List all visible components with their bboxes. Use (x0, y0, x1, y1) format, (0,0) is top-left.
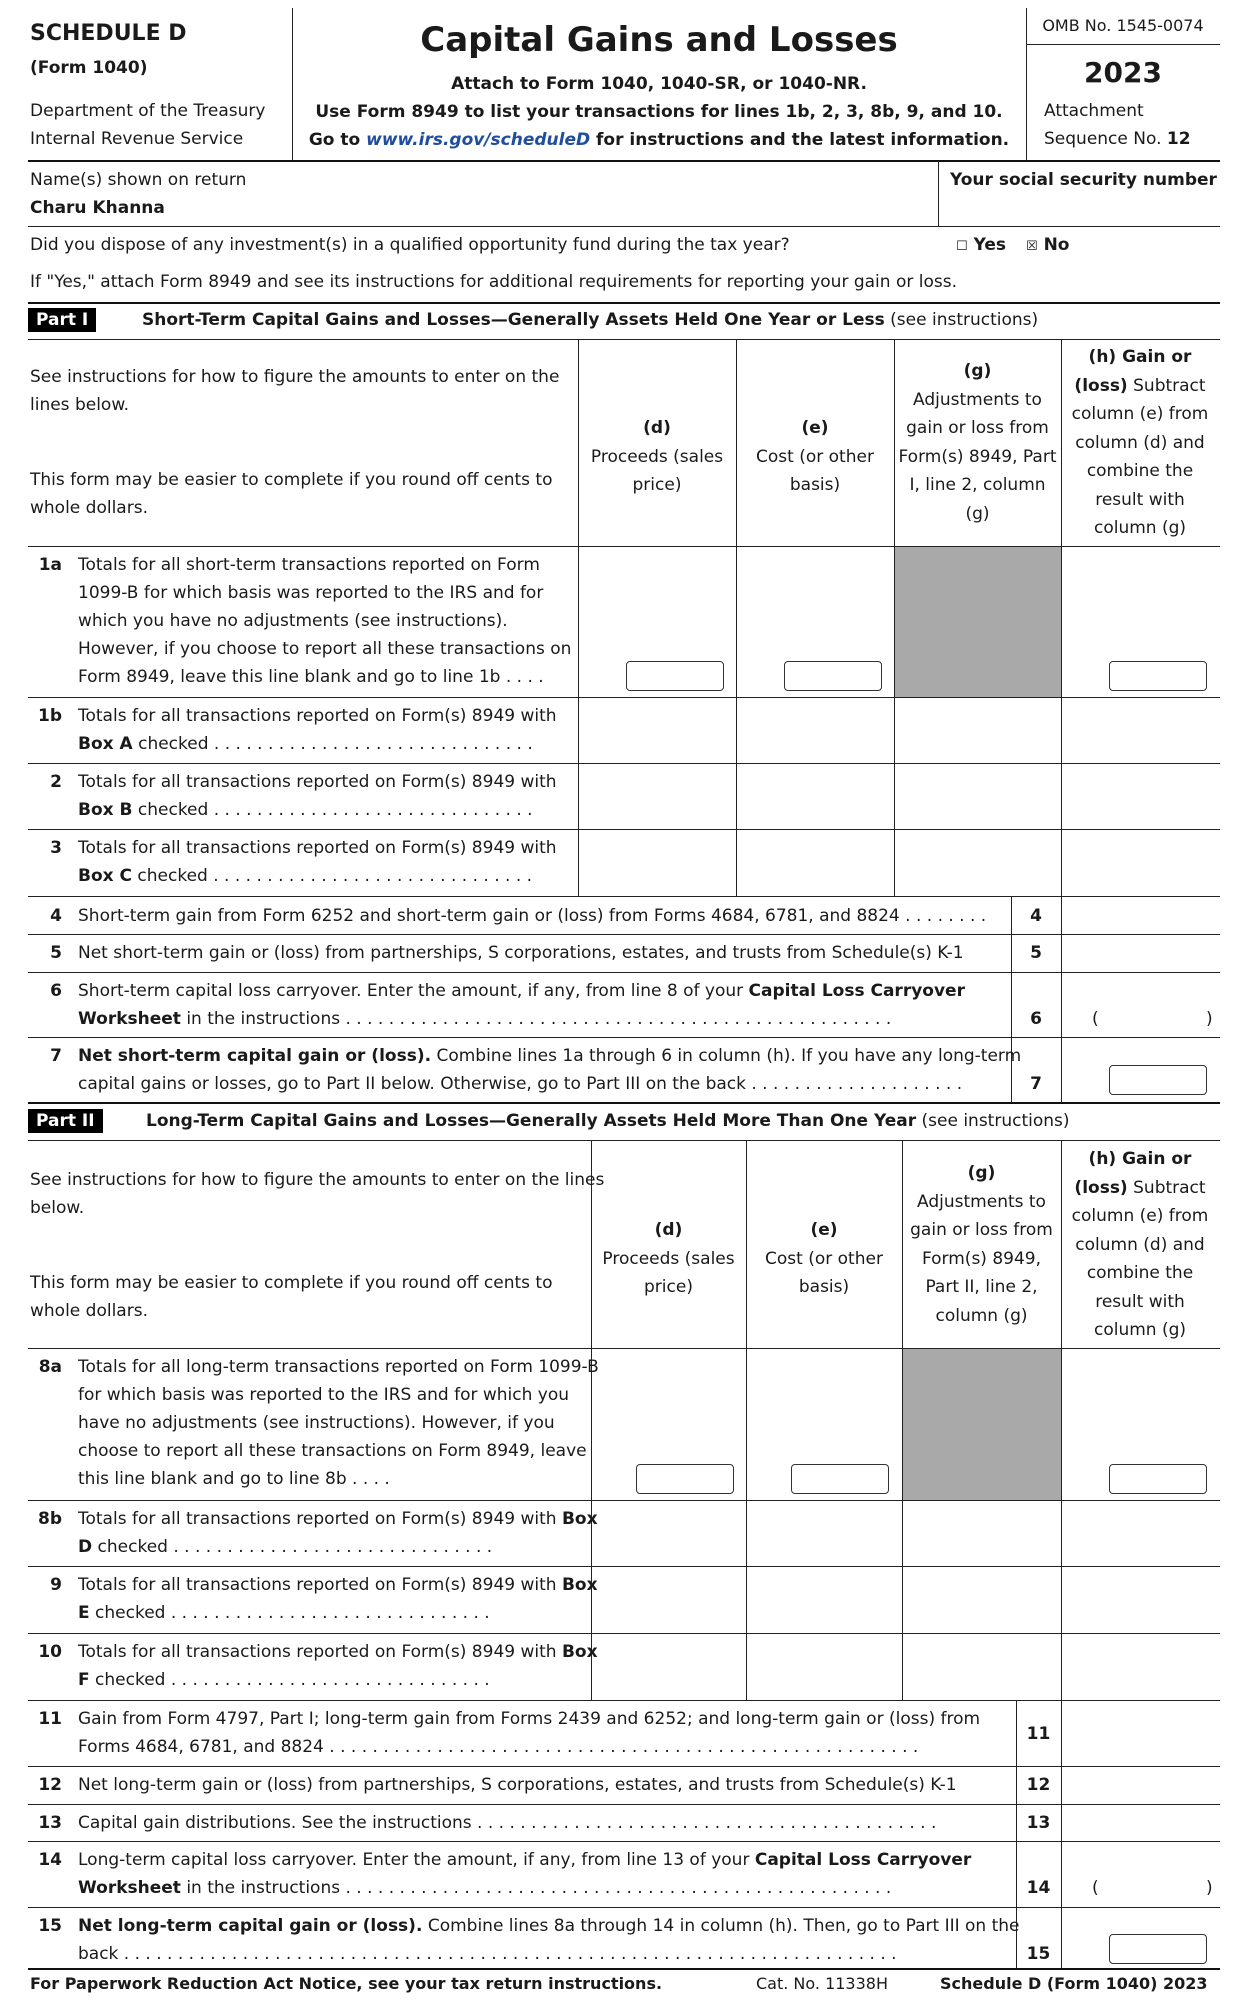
qof-no-option[interactable]: ☒ No (1026, 235, 1070, 255)
line-2-number: 2 (50, 772, 62, 792)
part1-intro-2: This form may be easier to complete if you round off cents to whole dollars. (30, 470, 553, 518)
name-label: Name(s) shown on return (30, 170, 247, 190)
line-6-text: Short-term capital loss carryover. Enter the amount, if any, from line 8 of your Capital Loss Carryover Worksheet in the instructions . . . . . . . . . . . . . . . . . . . . . . . . . . . . . . . . . . . . . . . . . . . . . . . . . . . (78, 981, 965, 1029)
footer-form-id: Schedule D (Form 1040) 2023 (940, 1974, 1208, 1993)
line-6-number: 6 (50, 981, 62, 1001)
part1-col-h-header: (h) Gain or (loss) Subtract column (e) from column (d) and combine the result with column (g) (1071, 347, 1209, 538)
line-1a-col-h-input[interactable] (1109, 661, 1207, 691)
part2-title: Long-Term Capital Gains and Losses—Generally Assets Held More Than One Year (see instructions) (146, 1111, 1070, 1131)
line-1a-number: 1a (38, 555, 62, 575)
form-title: Capital Gains and Losses (420, 20, 898, 60)
line-8a-col-g-shaded (903, 1349, 1061, 1500)
line-8b-text: Totals for all transactions reported on Form(s) 8949 with Box D checked . . . . . . . . . . . . . . . . . . . . . . . . . . . . . . (78, 1509, 598, 1557)
line-9-text: Totals for all transactions reported on Form(s) 8949 with Box E checked . . . . . . . . . . . . . . . . . . . . . . . . . . . . . . (78, 1575, 598, 1623)
tax-year: 2023 (1084, 56, 1162, 89)
line-1a-col-g-shaded (895, 547, 1061, 697)
line-7-col-h-input[interactable] (1109, 1065, 1207, 1095)
line-4-number: 4 (50, 906, 62, 926)
line-8b-number: 8b (38, 1509, 62, 1529)
taxpayer-name[interactable]: Charu Khanna (30, 198, 165, 218)
website-instruction: Go to www.irs.gov/scheduleD for instructions and the latest information. (308, 130, 1010, 150)
omb-number: OMB No. 1545-0074 (1042, 16, 1204, 35)
line-7-text: Net short-term capital gain or (loss). Combine lines 1a through 6 in column (h). If you have any long-term capital gains or losses, go to Part II below. Otherwise, go to Part III on the back . . . . . . . . . . . . . . . . . . . . (78, 1046, 1022, 1094)
part2-intro-1: See instructions for how to figure the amounts to enter on the lines below. (30, 1170, 605, 1218)
line-8a-col-e-input[interactable] (791, 1464, 889, 1494)
line-10-number: 10 (38, 1642, 62, 1662)
paperwork-notice: For Paperwork Reduction Act Notice, see your tax return instructions. (30, 1974, 663, 1993)
line-5-box-label: 5 (1030, 943, 1042, 963)
part1-intro-1: See instructions for how to figure the amounts to enter on the lines below. (30, 367, 560, 415)
part2-col-e-header: (e) Cost (or other basis) (765, 1220, 883, 1297)
line-14-number: 14 (38, 1850, 62, 1870)
line-14-paren-open: ( (1092, 1878, 1099, 1898)
line-12-text: Net long-term gain or (loss) from partnerships, S corporations, estates, and trusts from Schedule(s) K-1 (78, 1775, 957, 1795)
ssn-label: Your social security number (950, 170, 1217, 190)
line-3-number: 3 (50, 838, 62, 858)
line-7-box-label: 7 (1030, 1074, 1042, 1094)
part1-col-g-header: (g) Adjustments to gain or loss from Form(s) 8949, Part I, line 2, column (g) (898, 361, 1057, 524)
line-1b-text: Totals for all transactions reported on Form(s) 8949 with Box A checked . . . . . . . . . . . . . . . . . . . . . . . . . . . . . . (78, 706, 557, 754)
line-13-box-label: 13 (1026, 1813, 1051, 1833)
part2-col-d-header: (d) Proceeds (sales price) (602, 1220, 735, 1297)
attach-instruction: Attach to Form 1040, 1040-SR, or 1040-NR. (451, 74, 867, 94)
form-8949-instruction: Use Form 8949 to list your transactions for lines 1b, 2, 3, 8b, 9, and 10. (315, 102, 1003, 122)
line-3-text: Totals for all transactions reported on Form(s) 8949 with Box C checked . . . . . . . . . . . . . . . . . . . . . . . . . . . . . . (78, 838, 557, 886)
line-12-number: 12 (38, 1775, 62, 1795)
line-2-text: Totals for all transactions reported on Form(s) 8949 with Box B checked . . . . . . . . . . . . . . . . . . . . . . . . . . . . . . (78, 772, 557, 820)
line-10-text: Totals for all transactions reported on Form(s) 8949 with Box F checked . . . . . . . . . . . . . . . . . . . . . . . . . . . . . . (78, 1642, 598, 1690)
line-15-number: 15 (38, 1916, 62, 1936)
line-8a-text: Totals for all long-term transactions reported on Form 1099-B for which basis was reported to the IRS and for which you have no adjustments (see instructions). However, if you choose to report all these transactions on Form 8949, leave this line blank and go to line 8b . . . . (78, 1357, 599, 1489)
part1-label: Part I (28, 308, 96, 332)
line-15-col-h-input[interactable] (1109, 1934, 1207, 1964)
irs-schedule-d-link[interactable]: www.irs.gov/scheduleD (366, 130, 591, 150)
line-1b-number: 1b (38, 706, 62, 726)
form-number: (Form 1040) (30, 58, 148, 78)
line-8a-col-h-input[interactable] (1109, 1464, 1207, 1494)
line-6-paren-open: ( (1092, 1009, 1099, 1029)
irs-label: Internal Revenue Service (30, 129, 244, 149)
part2-col-g-header: (g) Adjustments to gain or loss from Form(s) 8949, Part II, line 2, column (g) (910, 1163, 1053, 1326)
part1-col-e-header: (e) Cost (or other basis) (756, 418, 874, 495)
part2-col-h-header: (h) Gain or (loss) Subtract column (e) from column (d) and combine the result with column (g) (1071, 1149, 1209, 1340)
qof-note: If "Yes," attach Form 8949 and see its instructions for additional requirements for reporting your gain or loss. (30, 272, 957, 292)
line-6-box-label: 6 (1030, 1009, 1042, 1029)
line-5-number: 5 (50, 943, 62, 963)
line-9-number: 9 (50, 1575, 62, 1595)
department-label: Department of the Treasury (30, 101, 266, 121)
part2-label: Part II (28, 1109, 103, 1133)
line-12-box-label: 12 (1026, 1775, 1051, 1795)
line-1a-col-d-input[interactable] (626, 661, 724, 691)
line-8a-col-d-input[interactable] (636, 1464, 734, 1494)
line-4-text: Short-term gain from Form 6252 and short-term gain or (loss) from Forms 4684, 6781, and 8824 . . . . . . . . (78, 906, 987, 926)
part1-col-d-header: (d) Proceeds (sales price) (590, 418, 724, 495)
line-8a-number: 8a (38, 1357, 62, 1377)
sequence-number: Sequence No. 12 (1044, 129, 1191, 149)
line-11-number: 11 (38, 1709, 62, 1729)
part2-intro-2: This form may be easier to complete if you round off cents to whole dollars. (30, 1273, 553, 1321)
line-13-number: 13 (38, 1813, 62, 1833)
qof-yes-option[interactable]: ☐ Yes (956, 235, 1006, 255)
schedule-label: SCHEDULE D (30, 21, 187, 46)
yes-checkbox[interactable]: ☐ (956, 239, 968, 254)
catalog-number: Cat. No. 11338H (756, 1974, 888, 1993)
line-11-box-label: 11 (1026, 1724, 1051, 1744)
part1-title: Short-Term Capital Gains and Losses—Generally Assets Held One Year or Less (see instructions) (142, 310, 1039, 330)
line-15-box-label: 15 (1026, 1944, 1051, 1964)
attachment-label: Attachment (1044, 101, 1144, 121)
line-6-paren-close: ) (1206, 1009, 1213, 1029)
line-15-text: Net long-term capital gain or (loss). Combine lines 8a through 14 in column (h). Then, go to Part III on the back . . . . . . . . . . . . . . . . . . . . . . . . . . . . . . . . . . . . . . . . . . . . . . . . . . . . . . . . . . . . . . . . . . . . . . . . (78, 1916, 1020, 1964)
line-11-text: Gain from Form 4797, Part I; long-term gain from Forms 2439 and 6252; and long-term gain or (loss) from Forms 4684, 6781, and 8824 . . . . . . . . . . . . . . . . . . . . . . . . . . . . . . . . . . . . . . . . . . . . . . . . . . . . . . . (78, 1709, 981, 1757)
line-14-box-label: 14 (1026, 1878, 1051, 1898)
line-14-paren-close: ) (1206, 1878, 1213, 1898)
line-1a-text: Totals for all short-term transactions reported on Form 1099-B for which basis was reported to the IRS and for which you have no adjustments (see instructions). However, if you choose to report all these transactions on Form 8949, leave this line blank and go to line 1b . . . . (78, 555, 572, 687)
no-checkbox[interactable]: ☒ (1026, 239, 1038, 254)
line-7-number: 7 (50, 1046, 62, 1066)
line-5-text: Net short-term gain or (loss) from partnerships, S corporations, estates, and trusts from Schedule(s) K-1 (78, 943, 964, 963)
line-4-box-label: 4 (1030, 906, 1042, 926)
line-13-text: Capital gain distributions. See the instructions . . . . . . . . . . . . . . . . . . . . . . . . . . . . . . . . . . . . . . . . . . . (78, 1813, 937, 1833)
line-14-text: Long-term capital loss carryover. Enter the amount, if any, from line 13 of your Capital Loss Carryover Worksheet in the instructions . . . . . . . . . . . . . . . . . . . . . . . . . . . . . . . . . . . . . . . . . . . . . . . . . . . (78, 1850, 972, 1898)
line-1a-col-e-input[interactable] (784, 661, 882, 691)
qof-question: Did you dispose of any investment(s) in a qualified opportunity fund during the tax year? (30, 235, 790, 255)
